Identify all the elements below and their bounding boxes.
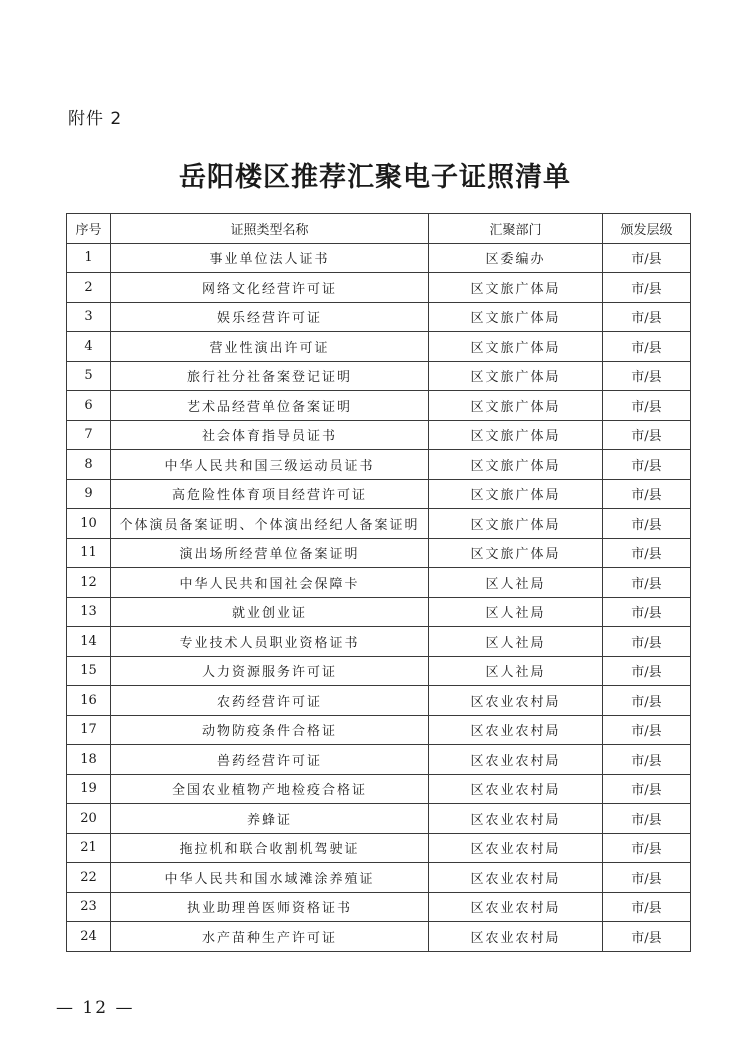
- cell-seq: 4: [67, 332, 111, 362]
- cell-name: 社会体育指导员证书: [111, 420, 429, 450]
- cell-seq: 13: [67, 597, 111, 627]
- cell-name: 全国农业植物产地检疫合格证: [111, 774, 429, 804]
- table-row: [67, 627, 691, 657]
- header-name: 证照类型名称: [111, 214, 429, 244]
- cell-level: 市/县: [603, 361, 691, 391]
- cell-seq: 19: [67, 774, 111, 804]
- cell-seq: 17: [67, 715, 111, 745]
- cell-level: 市/县: [603, 833, 691, 863]
- table-row: [67, 479, 691, 509]
- certificate-table: [66, 213, 691, 952]
- cell-level: 市/县: [603, 568, 691, 598]
- cell-seq: 11: [67, 538, 111, 568]
- cell-name: 农药经营许可证: [111, 686, 429, 716]
- cell-name: 养蜂证: [111, 804, 429, 834]
- cell-name: 演出场所经营单位备案证明: [111, 538, 429, 568]
- cell-seq: 16: [67, 686, 111, 716]
- table-row: [67, 332, 691, 362]
- cell-name: 中华人民共和国三级运动员证书: [111, 450, 429, 480]
- cell-name: 执业助理兽医师资格证书: [111, 892, 429, 922]
- cell-dept: 区文旅广体局: [429, 332, 603, 362]
- table-row: [67, 656, 691, 686]
- cell-level: 市/县: [603, 479, 691, 509]
- cell-level: 市/县: [603, 302, 691, 332]
- cell-name: 专业技术人员职业资格证书: [111, 627, 429, 657]
- table-row: [67, 391, 691, 421]
- cell-dept: 区农业农村局: [429, 922, 603, 952]
- cell-level: 市/县: [603, 538, 691, 568]
- cell-level: 市/县: [603, 420, 691, 450]
- table-header-row: [67, 214, 691, 244]
- cell-dept: 区农业农村局: [429, 686, 603, 716]
- cell-dept: 区人社局: [429, 627, 603, 657]
- cell-name: 兽药经营许可证: [111, 745, 429, 775]
- table-row: [67, 774, 691, 804]
- cell-level: 市/县: [603, 391, 691, 421]
- cell-name: 人力资源服务许可证: [111, 656, 429, 686]
- cell-level: 市/县: [603, 892, 691, 922]
- table-row: [67, 863, 691, 893]
- page-number: — 12 —: [56, 998, 135, 1018]
- table-row: [67, 922, 691, 952]
- cell-level: 市/县: [603, 774, 691, 804]
- cell-dept: 区农业农村局: [429, 892, 603, 922]
- cell-dept: 区文旅广体局: [429, 479, 603, 509]
- cell-dept: 区农业农村局: [429, 863, 603, 893]
- cell-name: 艺术品经营单位备案证明: [111, 391, 429, 421]
- cell-name: 高危险性体育项目经营许可证: [111, 479, 429, 509]
- cell-dept: 区文旅广体局: [429, 538, 603, 568]
- cell-level: 市/县: [603, 863, 691, 893]
- cell-seq: 8: [67, 450, 111, 480]
- cell-level: 市/县: [603, 656, 691, 686]
- cell-level: 市/县: [603, 627, 691, 657]
- cell-seq: 15: [67, 656, 111, 686]
- cell-dept: 区文旅广体局: [429, 391, 603, 421]
- cell-name: 网络文化经营许可证: [111, 273, 429, 303]
- table-row: [67, 509, 691, 539]
- table-row: [67, 302, 691, 332]
- table-row: [67, 450, 691, 480]
- cell-seq: 20: [67, 804, 111, 834]
- table-row: [67, 804, 691, 834]
- cell-level: 市/县: [603, 715, 691, 745]
- cell-seq: 1: [67, 243, 111, 273]
- table-body: [67, 243, 691, 951]
- cell-seq: 21: [67, 833, 111, 863]
- cell-level: 市/县: [603, 509, 691, 539]
- cell-seq: 2: [67, 273, 111, 303]
- cell-seq: 5: [67, 361, 111, 391]
- table-row: [67, 686, 691, 716]
- cell-seq: 24: [67, 922, 111, 952]
- cell-level: 市/县: [603, 922, 691, 952]
- cell-name: 中华人民共和国水域滩涂养殖证: [111, 863, 429, 893]
- cell-dept: 区委编办: [429, 243, 603, 273]
- cell-name: 个体演员备案证明、个体演出经纪人备案证明: [111, 509, 429, 539]
- cell-seq: 18: [67, 745, 111, 775]
- cell-dept: 区农业农村局: [429, 745, 603, 775]
- table-row: [67, 243, 691, 273]
- cell-level: 市/县: [603, 332, 691, 362]
- table-row: [67, 538, 691, 568]
- cell-dept: 区农业农村局: [429, 715, 603, 745]
- table-row: [67, 361, 691, 391]
- cell-level: 市/县: [603, 745, 691, 775]
- cell-seq: 23: [67, 892, 111, 922]
- cell-level: 市/县: [603, 686, 691, 716]
- document-title: 岳阳楼区推荐汇聚电子证照清单: [179, 162, 571, 193]
- cell-dept: 区人社局: [429, 656, 603, 686]
- table-row: [67, 715, 691, 745]
- cell-name: 娱乐经营许可证: [111, 302, 429, 332]
- cell-name: 拖拉机和联合收割机驾驶证: [111, 833, 429, 863]
- cell-name: 动物防疫条件合格证: [111, 715, 429, 745]
- cell-name: 旅行社分社备案登记证明: [111, 361, 429, 391]
- cell-name: 水产苗种生产许可证: [111, 922, 429, 952]
- cell-level: 市/县: [603, 243, 691, 273]
- header-dept: 汇聚部门: [429, 214, 603, 244]
- cell-name: 中华人民共和国社会保障卡: [111, 568, 429, 598]
- cell-seq: 14: [67, 627, 111, 657]
- table-row: [67, 420, 691, 450]
- cell-dept: 区人社局: [429, 597, 603, 627]
- cell-level: 市/县: [603, 804, 691, 834]
- cell-dept: 区农业农村局: [429, 804, 603, 834]
- table-row: [67, 568, 691, 598]
- cell-dept: 区农业农村局: [429, 833, 603, 863]
- cell-dept: 区文旅广体局: [429, 302, 603, 332]
- cell-level: 市/县: [603, 450, 691, 480]
- attachment-label: 附件 2: [68, 109, 123, 129]
- table-row: [67, 597, 691, 627]
- cell-dept: 区文旅广体局: [429, 361, 603, 391]
- cell-dept: 区文旅广体局: [429, 273, 603, 303]
- cell-seq: 9: [67, 479, 111, 509]
- cell-name: 就业创业证: [111, 597, 429, 627]
- cell-seq: 7: [67, 420, 111, 450]
- table-row: [67, 892, 691, 922]
- cell-seq: 3: [67, 302, 111, 332]
- cell-dept: 区文旅广体局: [429, 509, 603, 539]
- table-row: [67, 833, 691, 863]
- cell-name: 事业单位法人证书: [111, 243, 429, 273]
- cell-dept: 区人社局: [429, 568, 603, 598]
- cell-level: 市/县: [603, 273, 691, 303]
- cell-dept: 区农业农村局: [429, 774, 603, 804]
- cell-seq: 6: [67, 391, 111, 421]
- header-level: 颁发层级: [603, 214, 691, 244]
- cell-dept: 区文旅广体局: [429, 420, 603, 450]
- table-row: [67, 745, 691, 775]
- cell-seq: 22: [67, 863, 111, 893]
- cell-seq: 10: [67, 509, 111, 539]
- cell-level: 市/县: [603, 597, 691, 627]
- table-row: [67, 273, 691, 303]
- cell-seq: 12: [67, 568, 111, 598]
- cell-dept: 区文旅广体局: [429, 450, 603, 480]
- header-seq: 序号: [67, 214, 111, 244]
- cell-name: 营业性演出许可证: [111, 332, 429, 362]
